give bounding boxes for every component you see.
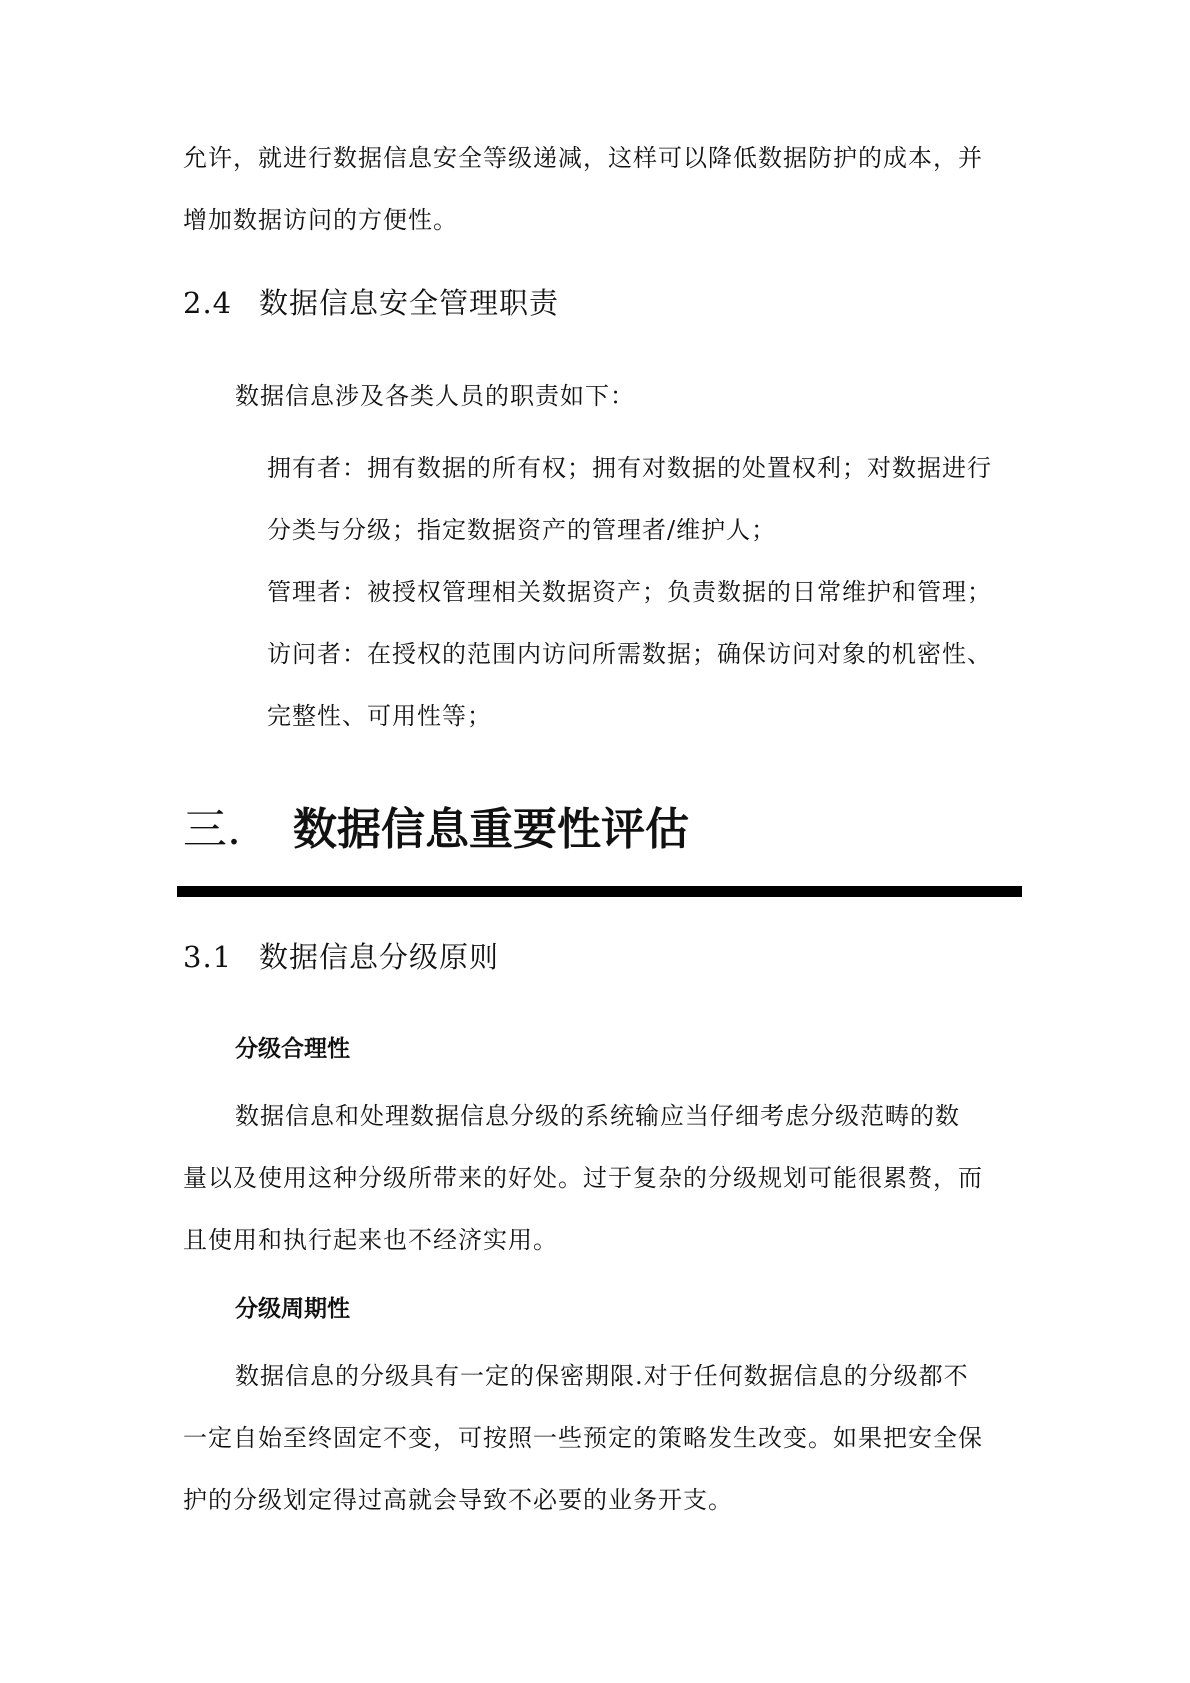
list-item-visitor: 访问者：在授权的范围内访问所需数据；确保访问对象的机密性、: [267, 640, 992, 668]
section-heading-2-4: [183, 284, 559, 322]
paragraph-line: 允许，就进行数据信息安全等级递减，这样可以降低数据防护的成本，并: [183, 144, 983, 172]
paragraph-line: 量以及使用这种分级所带来的好处。过于复杂的分级规划可能很累赘，而: [183, 1164, 983, 1192]
chapter-rule-divider: [177, 886, 1022, 897]
subheading-rationality: 分级合理性: [235, 1036, 350, 1062]
paragraph-line: 数据信息和处理数据信息分级的系统输应当仔细考虑分级范畴的数: [235, 1102, 960, 1130]
section-heading-3-1: [183, 938, 499, 976]
list-item-manager: 管理者：被授权管理相关数据资产；负责数据的日常维护和管理；: [267, 578, 992, 606]
section-number: 3.1: [183, 940, 233, 974]
chapter-number: 三.: [183, 804, 241, 855]
list-item-owner-cont: 分类与分级；指定数据资产的管理者/维护人；: [267, 516, 777, 544]
list-item-owner: 拥有者：拥有数据的所有权；拥有对数据的处置权利；对数据进行: [267, 454, 992, 482]
chapter-heading-3: [183, 802, 689, 858]
paragraph-line: 增加数据访问的方便性。: [183, 206, 458, 234]
paragraph-line: 护的分级划定得过高就会导致不必要的业务开支。: [183, 1486, 733, 1514]
paragraph-line: 数据信息涉及各类人员的职责如下：: [235, 382, 635, 410]
section-title: 数据信息安全管理职责: [259, 286, 560, 320]
section-number: 2.4: [183, 286, 233, 320]
paragraph-line: 一定自始至终固定不变，可按照一些预定的策略发生改变。如果把安全保: [183, 1424, 983, 1452]
paragraph-line: 且使用和执行起来也不经济实用。: [183, 1226, 558, 1254]
list-item-visitor-cont: 完整性、可用性等；: [267, 702, 492, 730]
section-title: 数据信息分级原则: [259, 940, 500, 974]
paragraph-line: 数据信息的分级具有一定的保密期限.对于任何数据信息的分级都不: [235, 1362, 969, 1390]
chapter-title: 数据信息重要性评估: [293, 804, 689, 855]
subheading-periodicity: 分级周期性: [235, 1296, 350, 1322]
